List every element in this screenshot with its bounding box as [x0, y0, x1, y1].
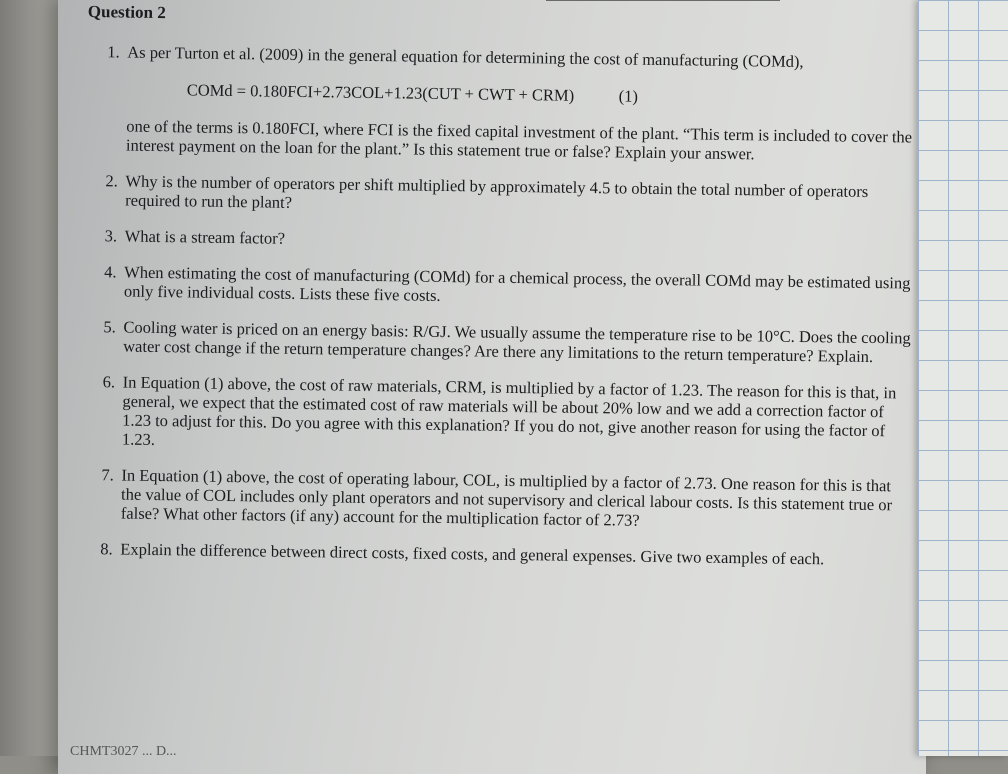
- question-text: In Equation (1) above, the cost of raw materials, CRM, is multiplied by a factor of 1.23. The reason for this is that, in general, we expect that the estimated cost of raw materials will be about 20% low and we add a correction factor of 1.23 to adjust for this. Do you agree with this explanation? If you do not, give another reason for using the factor of 1.23.: [121, 372, 897, 449]
- question-number: 4.: [104, 262, 117, 282]
- question-item-7: [81, 465, 912, 534]
- question-item-1: [86, 42, 917, 166]
- question-number: 2.: [105, 171, 119, 191]
- equation-tag: (1): [618, 86, 639, 106]
- question-item-4: [84, 262, 914, 312]
- question-text: Explain the difference between direct costs, fixed costs, and general expenses. Give two examples of each.: [120, 539, 825, 569]
- question-item-2: [85, 171, 915, 221]
- question-number: 8.: [100, 539, 113, 559]
- question-text: When estimating the cost of manufacturing (COMd) for a chemical process, the overall COMd may be estimated using only five individual costs. Lists these five costs.: [123, 262, 911, 305]
- footer-text: CHMT3027 ... D...: [70, 744, 177, 759]
- question-number: 3.: [104, 226, 118, 246]
- question-heading: Question 2: [87, 2, 166, 23]
- question-text: one of the terms is 0.180FCI, where FCI is the fixed capital investment of the plant. “This term is included to cover the interest payment on the loan for the plant.” Is this statement true or false? Explain your answer.: [125, 116, 913, 164]
- question-intro: As per Turton et al. (2009) in the general equation for determining the cost of manufacturing (COMd),: [127, 42, 804, 71]
- question-number: 7.: [101, 465, 114, 485]
- page-top-box: [546, 0, 780, 1]
- question-number: 6.: [102, 372, 116, 392]
- question-item-5: [83, 317, 913, 367]
- question-text: Why is the number of operators per shift multiplied by approximately 4.5 to obtain the total number of operators required to run the plant?: [125, 171, 869, 212]
- question-item-8: [80, 539, 910, 570]
- question-item-6: [82, 372, 913, 460]
- question-number: 5.: [103, 317, 116, 337]
- question-text: What is a stream factor?: [124, 226, 286, 248]
- question-item-3: [85, 226, 915, 257]
- question-content: [80, 2, 918, 587]
- paper-sheet: [58, 0, 926, 774]
- question-text: In Equation (1) above, the cost of operating labour, COL, is multiplied by a factor of 2.73. One reason for this is that the value of COL includes only plant operators and not supervisory and clerical labour costs. Is this statement true or false? What other factors (if any) account for the multiplication factor of 2.73?: [120, 465, 893, 530]
- equation: COMd = 0.180FCI+2.73COL+1.23(CUT + CWT + CRM): [186, 80, 575, 105]
- graph-paper-edge: [918, 0, 1008, 756]
- equation-row: [187, 80, 917, 109]
- question-number: 1.: [107, 42, 120, 62]
- question-text: Cooling water is priced on an energy basis: R/GJ. We usually assume the temperature rise to be 10°C. Does the cooling water cost change if the return temperature changes? Are there any limitations to the return temperature? Explain.: [123, 317, 911, 366]
